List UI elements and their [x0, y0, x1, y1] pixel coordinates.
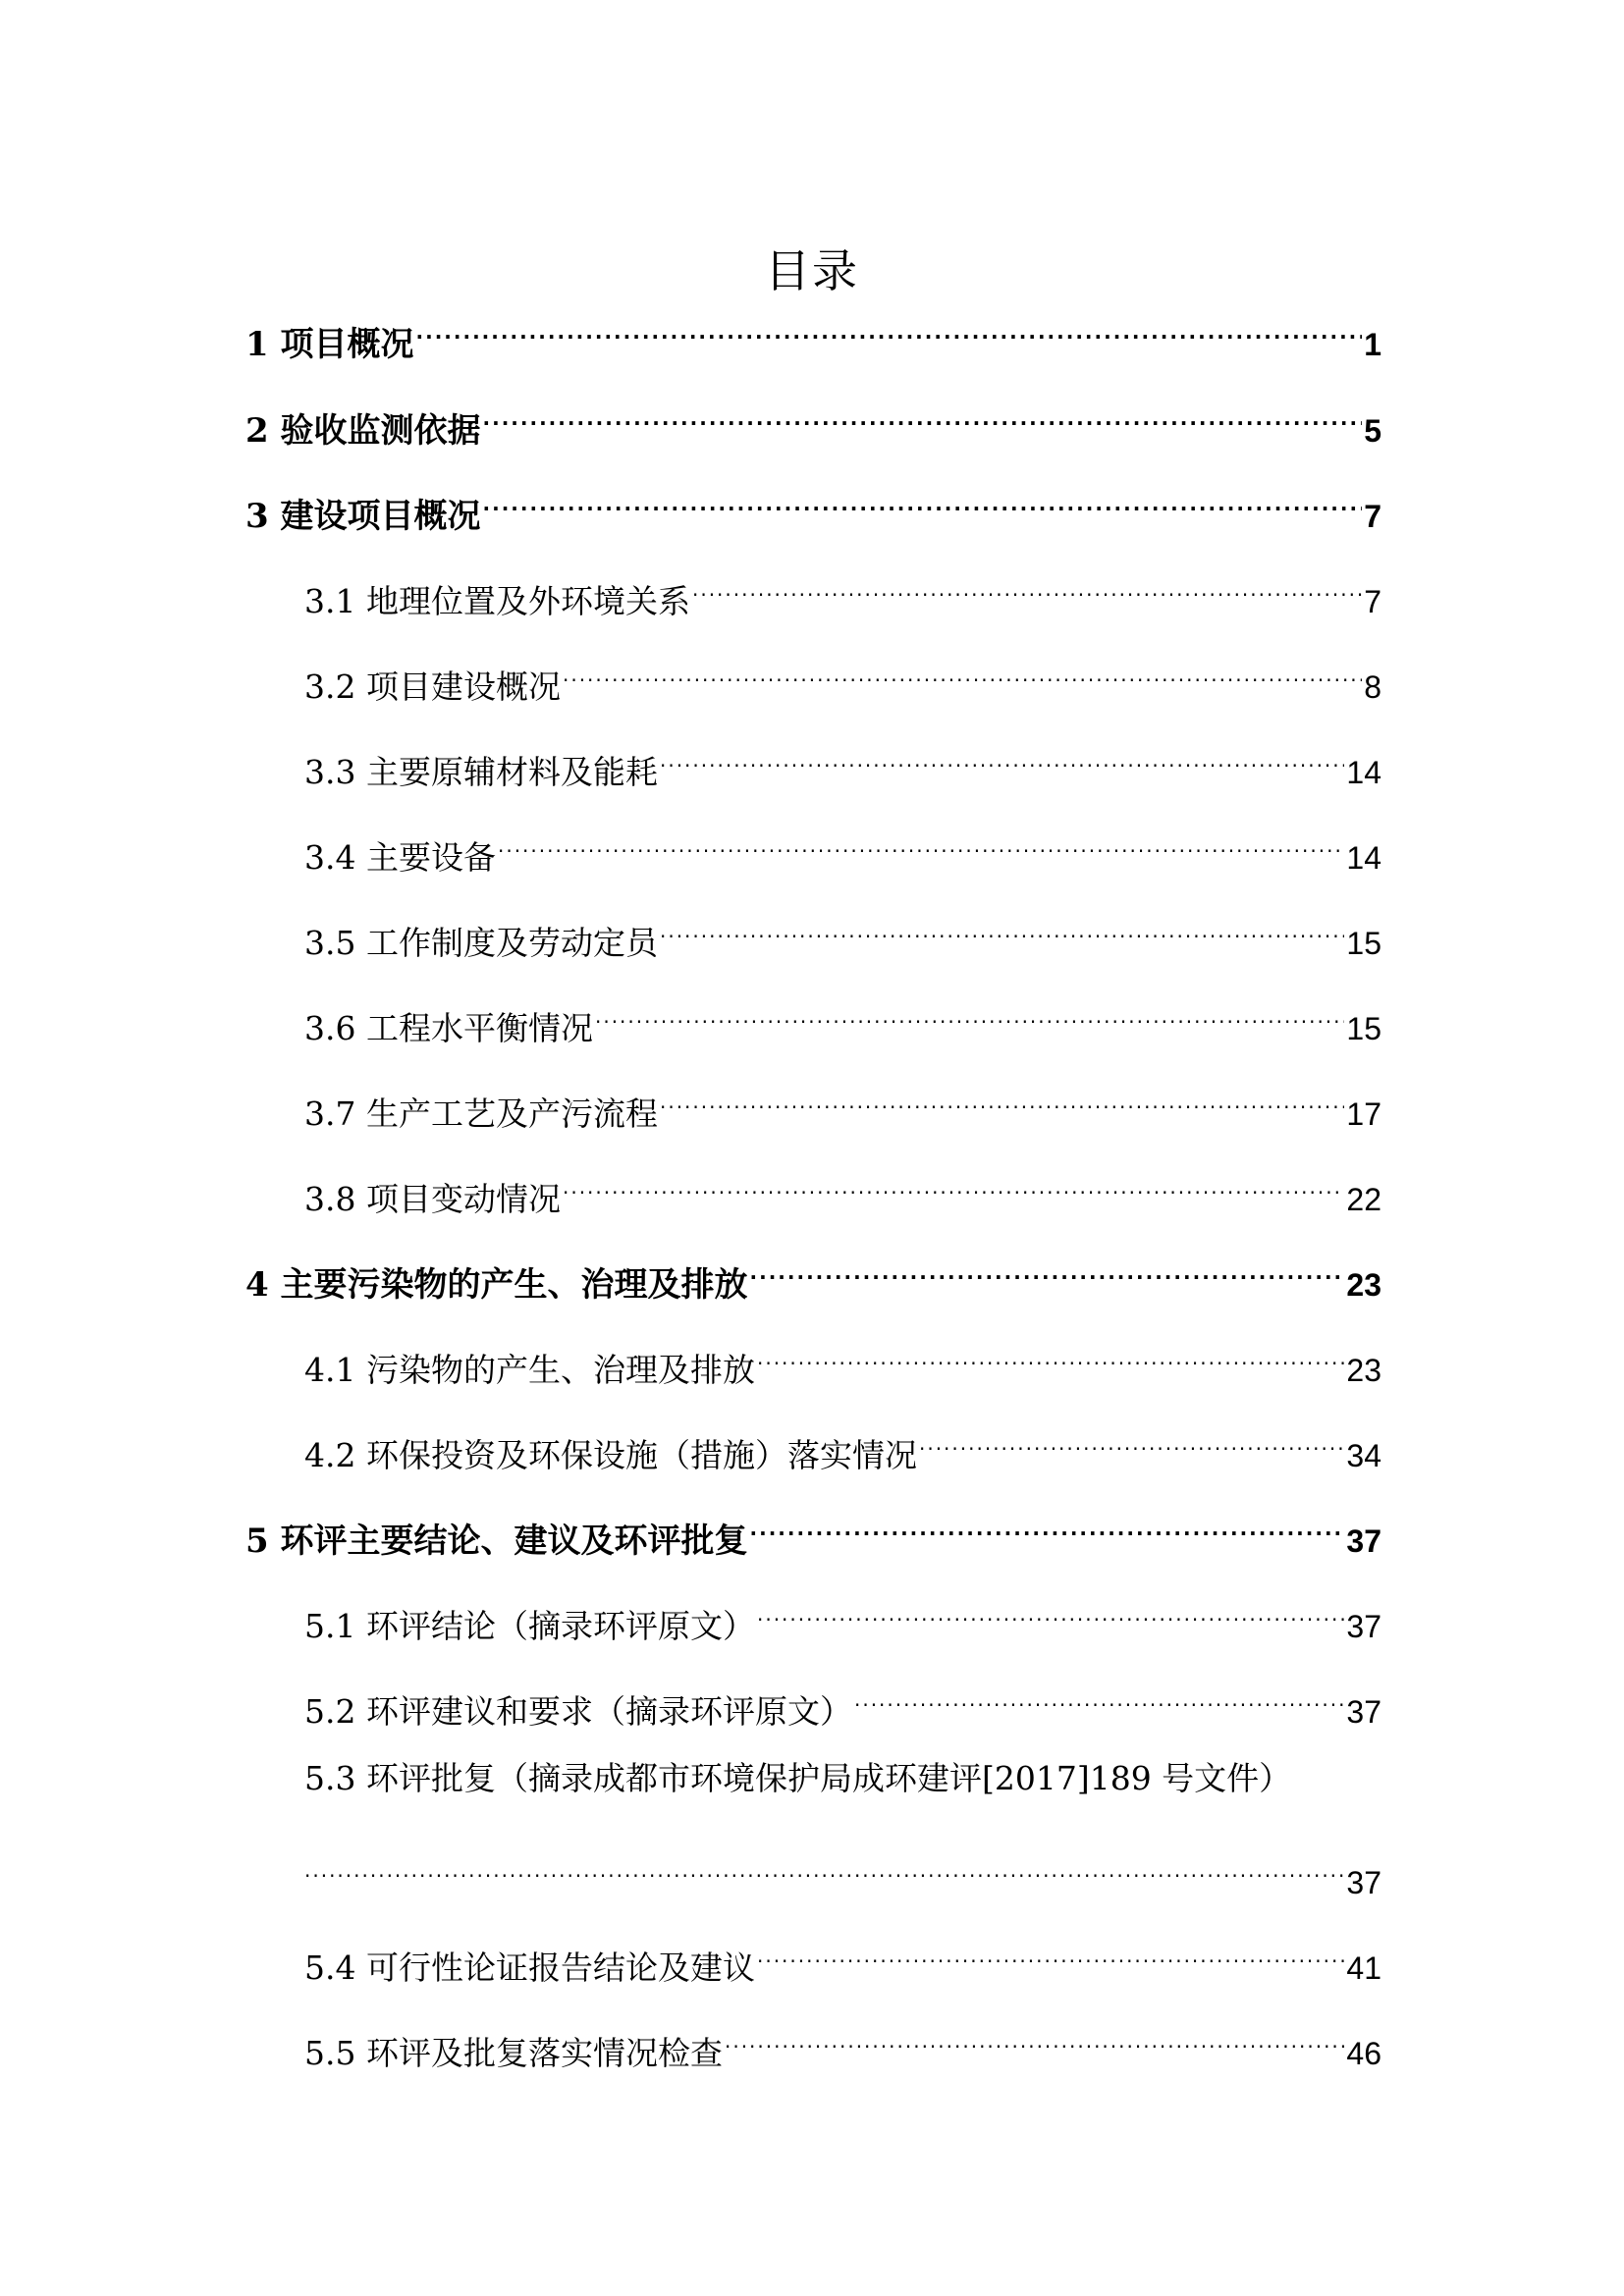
toc-entry-label: 3.4 主要设备	[304, 838, 496, 877]
toc-entry-label: 4.1 污染物的产生、治理及排放	[304, 1351, 755, 1389]
toc-entry-label: 3.2 项目建设概况	[304, 667, 561, 706]
toc-entry[interactable]	[304, 1664, 1381, 1731]
dot-leader	[750, 1493, 1345, 1552]
toc-entry-page: 37	[1346, 1523, 1381, 1559]
toc-entry-label: 5.2 环评建议和要求（摘录环评原文）	[304, 1692, 852, 1731]
toc-entry-page: 37	[1346, 1694, 1381, 1730]
toc-entry-page: 37	[1346, 1865, 1381, 1900]
dot-leader	[757, 1920, 1344, 1979]
toc-entry[interactable]	[304, 895, 1381, 962]
toc-entry-label: 5.5 环评及批复落实情况检查	[304, 2034, 723, 2072]
toc-entry-line-1	[304, 1749, 1394, 1808]
toc-entry-page: 14	[1346, 840, 1381, 876]
toc-entry[interactable]	[304, 554, 1381, 620]
dot-leader	[757, 1322, 1344, 1381]
toc-entry[interactable]	[304, 1578, 1381, 1645]
toc-entry-label: 5.1 环评结论（摘录环评原文）	[304, 1607, 755, 1645]
toc-entry-label: 3.8 项目变动情况	[304, 1180, 561, 1218]
dot-leader	[498, 810, 1344, 869]
toc-entry[interactable]	[245, 383, 1381, 451]
dot-leader	[750, 1237, 1345, 1296]
toc-entry[interactable]	[304, 1408, 1381, 1474]
toc-entry-page: 5	[1364, 413, 1381, 449]
toc-entry-label: 5.3 环评批复（摘录成都市环境保护局成环建评[2017]189 号文件）	[304, 1759, 1292, 1797]
dot-leader	[757, 1578, 1344, 1637]
toc-entry-page: 1	[1364, 327, 1381, 362]
toc-entry-page: 34	[1346, 1438, 1381, 1473]
dot-leader	[304, 1835, 1344, 1894]
dot-leader	[563, 639, 1362, 698]
toc-entry[interactable]	[304, 639, 1381, 706]
toc-entry-page: 8	[1364, 669, 1381, 705]
toc-entry[interactable]	[245, 1237, 1381, 1305]
dot-leader	[919, 1408, 1344, 1467]
dot-leader	[595, 981, 1344, 1040]
dot-leader	[725, 2005, 1344, 2064]
dot-leader	[660, 895, 1344, 954]
toc-entry[interactable]	[304, 1151, 1381, 1218]
toc-entry-label: 3.5 工作制度及劳动定员	[304, 924, 658, 962]
dot-leader	[854, 1664, 1344, 1723]
toc-entry-label: 5 环评主要结论、建议及环评批复	[245, 1522, 748, 1561]
toc-entry[interactable]	[304, 981, 1381, 1047]
toc-entry-label: 3 建设项目概况	[245, 497, 481, 536]
toc-entry[interactable]	[245, 296, 1381, 364]
toc-entry[interactable]	[304, 2005, 1381, 2072]
toc-entry-page: 23	[1346, 1267, 1381, 1303]
toc-entry-page: 7	[1364, 499, 1381, 534]
dot-leader	[692, 554, 1362, 613]
toc-entry[interactable]	[304, 810, 1381, 877]
toc-entry-page: 17	[1346, 1096, 1381, 1132]
toc-entry-page: 23	[1346, 1353, 1381, 1388]
toc-entry-page: 41	[1346, 1950, 1381, 1986]
toc-entry-label: 2 验收监测依据	[245, 411, 481, 451]
toc-entry-page: 14	[1346, 755, 1381, 790]
toc-entry[interactable]	[245, 1493, 1381, 1561]
toc-entry[interactable]	[245, 468, 1381, 536]
toc-entry-label: 5.4 可行性论证报告结论及建议	[304, 1949, 755, 1987]
toc-entry-label: 3.6 工程水平衡情况	[304, 1009, 593, 1047]
toc-entry-label: 3.7 生产工艺及产污流程	[304, 1095, 658, 1133]
toc-entry-page: 37	[1346, 1609, 1381, 1644]
dot-leader	[660, 1066, 1344, 1125]
toc-entry-page: 15	[1346, 926, 1381, 961]
toc-entry-page: 15	[1346, 1011, 1381, 1046]
toc-entry-line-2	[304, 1835, 1381, 1900]
toc-entry-label: 4.2 环保投资及环保设施（措施）落实情况	[304, 1436, 917, 1474]
dot-leader	[416, 296, 1363, 355]
toc-entry-page: 7	[1364, 584, 1381, 619]
toc-entry-label: 3.1 地理位置及外环境关系	[304, 582, 690, 620]
toc-entry-label: 4 主要污染物的产生、治理及排放	[245, 1265, 748, 1305]
toc-title: 目录	[765, 243, 859, 297]
toc-entry-label: 3.3 主要原辅材料及能耗	[304, 753, 658, 791]
dot-leader	[483, 383, 1363, 442]
dot-leader	[563, 1151, 1344, 1210]
dot-leader	[483, 468, 1363, 527]
toc-entry[interactable]	[304, 1066, 1381, 1133]
toc-entry-page: 22	[1346, 1182, 1381, 1217]
toc-entry[interactable]	[304, 1322, 1381, 1389]
toc-entry[interactable]	[304, 724, 1381, 791]
toc-entry[interactable]	[304, 1920, 1381, 1987]
dot-leader	[660, 724, 1344, 783]
toc-entry-page: 46	[1346, 2036, 1381, 2071]
toc-entry-label: 1 项目概况	[245, 325, 414, 364]
